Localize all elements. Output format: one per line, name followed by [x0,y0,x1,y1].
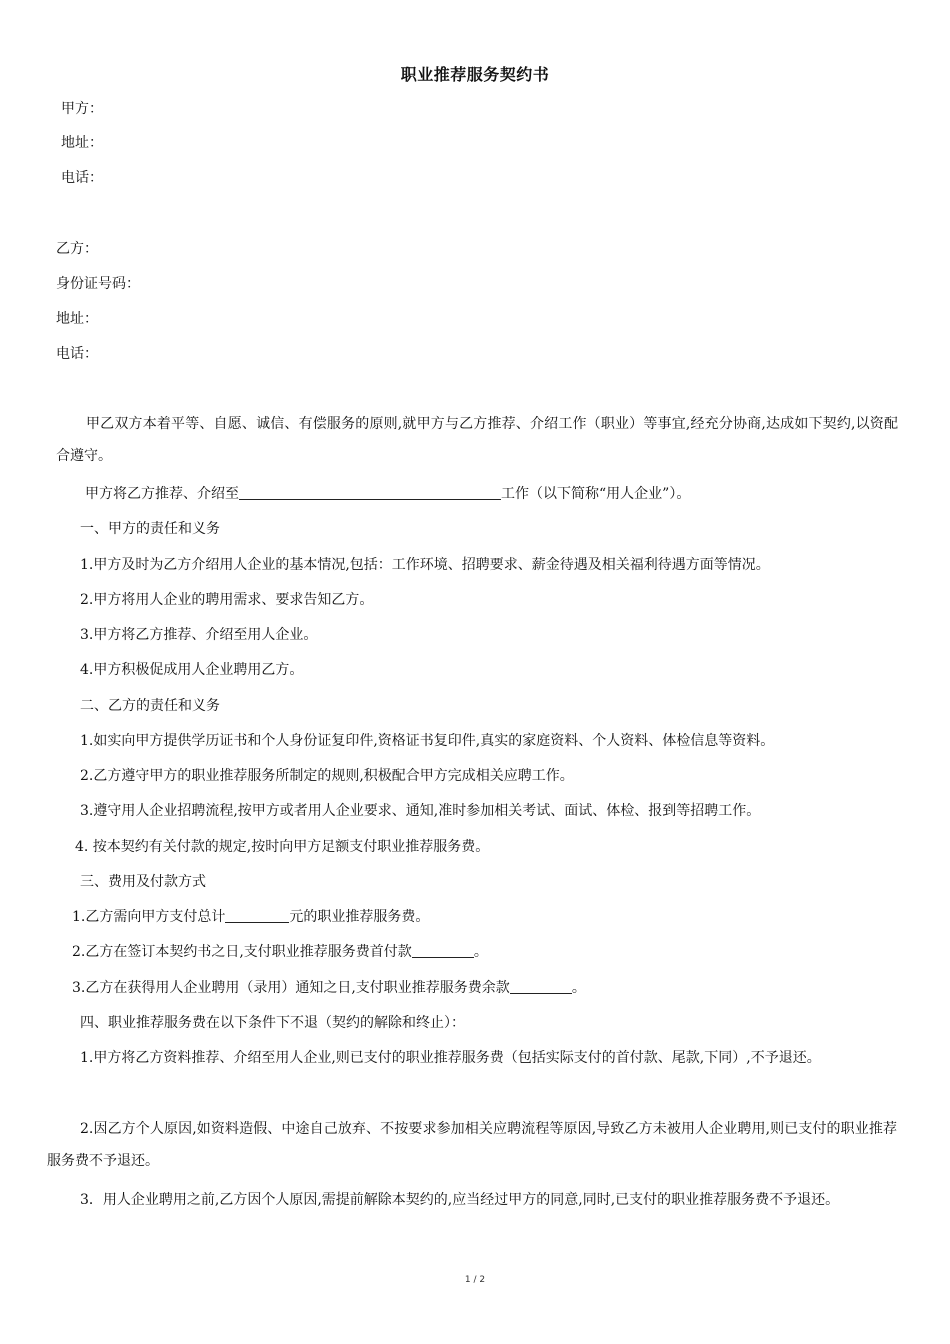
party-a-phone-label: 电话： [61,170,103,186]
intro-paragraph: 甲乙双方本着平等、自愿、诚信、有偿服务的原则,就甲方与乙方推荐、介绍工作（职业）等事宜,经充分协商,达成如下契约,以资配合遵守。 [56,416,898,464]
document-title: 职业推荐服务契约书 [400,65,550,84]
down-payment-blank[interactable] [412,943,474,958]
party-b-label: 乙方： [56,241,98,257]
party-b-address-label: 地址： [56,311,98,327]
recommend-prefix: 甲方将乙方推荐、介绍至 [85,486,239,502]
section-3-heading: 三、费用及付款方式 [80,874,206,890]
section-4-item: 1.甲方将乙方资料推荐、介绍至用人企业,则已支付的职业推荐服务费（包括实际支付的首付款、尾款,下同）,不予退还。 [80,1050,821,1066]
employer-blank[interactable] [239,485,501,500]
section-1-item: 4.甲方积极促成用人企业聘用乙方。 [80,662,304,678]
page-number: 1 / 2 [464,1275,486,1285]
recommend-suffix: 工作（以下简称“用人企业”）。 [501,486,691,502]
section-2-heading: 二、乙方的责任和义务 [80,698,220,714]
section-2-item: 2.乙方遵守甲方的职业推荐服务所制定的规则,积极配合甲方完成相关应聘工作。 [80,768,574,784]
section-2-item: 4. 按本契约有关付款的规定,按时向甲方足额支付职业推荐服务费。 [75,839,490,855]
balance-payment-blank[interactable] [510,979,572,994]
section-3-item-1: 1.乙方需向甲方支付总计 元的职业推荐服务费。 [72,909,430,925]
total-fee-blank[interactable] [225,908,289,923]
section-1-item: 3.甲方将乙方推荐、介绍至用人企业。 [80,627,318,643]
section-1-item: 2.甲方将用人企业的聘用需求、要求告知乙方。 [80,592,374,608]
section-4-heading: 四、职业推荐服务费在以下条件下不退（契约的解除和终止）： [80,1015,465,1031]
section-4-item: 3．用人企业聘用之前,乙方因个人原因,需提前解除本契约的,应当经过甲方的同意,同时,已支付的职业推荐服务费不予退还。 [80,1192,840,1208]
section-1-item: 1.甲方及时为乙方介绍用人企业的基本情况,包括：工作环境、招聘要求、薪金待遇及相关福利待遇方面等情况。 [80,557,770,573]
party-b-phone-label: 电话： [56,346,98,362]
recommend-line [85,484,690,504]
section-2-item: 1.如实向甲方提供学历证书和个人身份证复印件,资格证书复印件,真实的家庭资料、个人资料、体检信息等资料。 [80,733,775,749]
section-1-heading: 一、甲方的责任和义务 [80,521,220,537]
party-b-id-label: 身份证号码： [56,276,140,292]
section-3-item-2: 2.乙方在签订本契约书之日,支付职业推荐服务费首付款 。 [72,944,488,960]
party-a-address-label: 地址： [61,135,103,151]
section-4-item: 2.因乙方个人原因,如资料造假、中途自己放弃、不按要求参加相关应聘流程等原因,导致乙方未被用人企业聘用,则已支付的职业推荐服务费不予退还。 [47,1121,897,1169]
party-a-label: 甲方： [61,101,103,117]
section-2-item: 3.遵守用人企业招聘流程,按甲方或者用人企业要求、通知,准时参加相关考试、面试、体检、报到等招聘工作。 [80,803,761,819]
section-3-item-3: 3.乙方在获得用人企业聘用（录用）通知之日,支付职业推荐服务费余款 。 [72,980,586,996]
